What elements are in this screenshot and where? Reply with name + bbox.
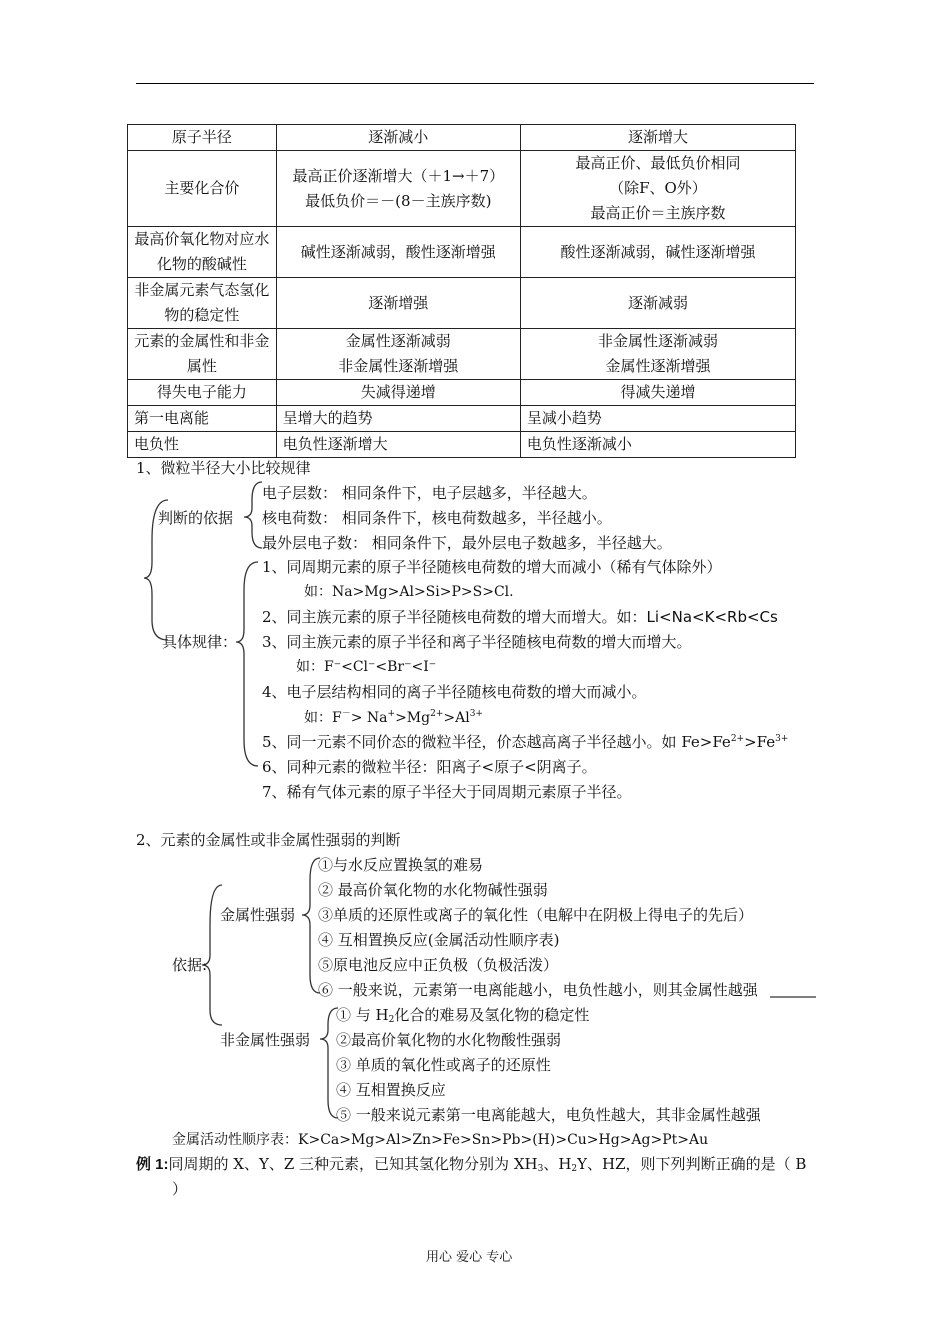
nonmetal-item: ⑤ 一般来说元素第一电离能越大，电负性越大，其非金属性越强 [336,1106,761,1124]
cell-line: 金属性逐渐减弱 [345,332,451,350]
basis-item: 核电荷数： 相同条件下，核电荷数越多，半径越小。 [262,509,612,527]
row-header: 电负性 [128,432,277,458]
row-header: 最高价氧化物对应水化物的酸碱性 [128,227,277,278]
cell-line: 最高正价＝主族序数 [590,204,726,222]
rule-example: 如：F⁻<Cl⁻<Br⁻<I⁻ [296,659,437,675]
group-cell: 酸性逐渐减弱，碱性逐渐增强 [520,227,795,278]
row-header: 主要化合价 [128,151,277,227]
cell-line: 金属性逐渐增强 [605,357,711,375]
group-cell: 得减失递增 [520,380,795,406]
metal-item: ② 最高价氧化物的水化物碱性强弱 [318,881,548,899]
activity-series: 金属活动性顺序表：K>Ca>Mg>Al>Zn>Fe>Sn>Pb>(H)>Cu>Hg>Ag>Pt>Au [172,1132,709,1148]
period-cell: 呈增大的趋势 [276,406,520,432]
nonmetal-label: 非金属性强弱 [220,1031,311,1049]
period-cell: 逐渐增强 [276,278,520,329]
group-cell: 逐渐增大 [520,125,795,151]
cell-line: 非金属性逐渐减弱 [597,332,718,350]
nonmetal-item [336,1008,589,1025]
section2-title: 2、元素的金属性或非金属性强弱的判断 [136,831,401,849]
basis2-label: 依据: [172,956,208,974]
ion-text: >Al [443,710,470,726]
charge: 2+ [730,734,745,744]
example-question [136,1157,806,1174]
ion-text: >Mg [395,710,431,726]
nonmetal-item: ②最高价氧化物的水化物酸性强弱 [336,1031,562,1049]
rule-text: 2、同主族元素的原子半径随核电荷数的增大而增大。如： [262,608,647,626]
cell-line: 最高正价、最低负价相同 [575,154,741,172]
page-footer: 用心 爱心 专心 [426,1250,513,1265]
rule-example: Li<Na<K<Rb<Cs [646,608,778,626]
row-header: 第一电离能 [128,406,277,432]
charge: 2+ [430,709,444,719]
basis-label: 判断的依据 [158,509,234,527]
item-text: ① 与 H [336,1006,389,1024]
subscript: 2 [388,1015,395,1025]
basis-brace [244,482,262,548]
rule-text: 5、同一元素不同价态的微粒半径，价态越高离子半径越小。如 Fe>Fe [262,733,731,751]
rule-item: 1、同周期元素的原子半径随核电荷数的增大而减小（稀有气体除外） [262,558,722,576]
rule-item: 6、同种元素的微粒半径：阳离子<原子<阴离子。 [262,758,597,776]
rules-brace [236,562,258,766]
rule-example: 如：Na>Mg>Al>Si>P>S>Cl. [304,584,514,600]
ion-text: > Na [350,710,388,726]
period-cell: 逐渐减小 [276,125,520,151]
rule-item: 3、同主族元素的原子半径和离子半径随核电荷数的增大而增大。 [262,633,692,651]
metal-item: ③单质的还原性或离子的氧化性（电解中在阴极上得电子的先后） [318,906,754,924]
rule-item [262,735,788,750]
charge: + [387,709,396,719]
cell-line: 最高正价逐渐增大（＋1→＋7） [292,166,505,185]
ion-text: 如：F [304,710,342,726]
nonmetal-item: ③ 单质的氧化性或离子的还原性 [336,1056,551,1074]
group-cell: 逐渐减弱 [520,278,795,329]
row-header: 得失电子能力 [128,380,277,406]
rule-example [304,710,483,725]
row-header: 元素的金属性和非金属性 [128,329,277,380]
metal-item: ①与水反应置换氢的难易 [318,856,484,874]
rule-item: 4、电子层结构相同的离子半径随核电荷数的增大而减小。 [262,683,647,701]
metal-label: 金属性强弱 [220,906,296,924]
group-cell: 呈减小趋势 [520,406,795,432]
rules-label: 具体规律： [162,633,238,651]
rule-item: 7、稀有气体元素的原子半径大于同周期元素原子半径。 [262,783,632,801]
rule-item [262,610,778,625]
charge: 3+ [469,709,483,719]
metal-item: ⑤原电池反应中正负极（负极活泼） [318,956,559,974]
metal-item: ④ 互相置换反应(金属活动性顺序表) [318,931,560,949]
charge: 3+ [775,734,789,744]
example-text: Y、HZ，则下列判断正确的是（ B [577,1155,807,1173]
charge: － [341,709,351,719]
cell-line: （除F、O外） [609,179,707,197]
example-text: 、H [543,1155,572,1173]
example-label: 例 1: [136,1156,169,1173]
row-header: 原子半径 [128,125,277,151]
period-cell: 失减得递增 [276,380,520,406]
example-text: 同周期的 X、Y、Z 三种元素，已知其氢化物分别为 XH [168,1155,538,1173]
cell-line: 非金属性逐渐增强 [338,357,459,375]
basis-item: 最外层电子数： 相同条件下，最外层电子数越多，半径越大。 [262,534,672,552]
subscript: 3 [537,1164,544,1174]
item-text: 化合的难易及氢化物的稳定性 [394,1006,590,1024]
rule-text: >Fe [744,733,776,751]
row-header: 非金属元素气态氢化物的稳定性 [128,278,277,329]
example-close: ） [172,1180,188,1198]
section1-title: 1、微粒半径大小比较规律 [136,459,311,477]
cell-line: 最低负价＝－(8－主族序数) [305,191,492,210]
subscript: 2 [571,1164,578,1174]
period-cell: 电负性逐渐增大 [276,432,520,458]
basis2-brace [202,885,222,1025]
period-cell: 碱性逐渐减弱，酸性逐渐增强 [276,227,520,278]
nonmetal-item: ④ 互相置换反应 [336,1081,446,1099]
basis-item: 电子层数： 相同条件下，电子层越多，半径越大。 [262,484,597,502]
metal-item: ⑥ 一般来说，元素第一电离能越小，电负性越小，则其金属性越强 [318,981,758,999]
group-cell: 电负性逐渐减小 [520,432,795,458]
